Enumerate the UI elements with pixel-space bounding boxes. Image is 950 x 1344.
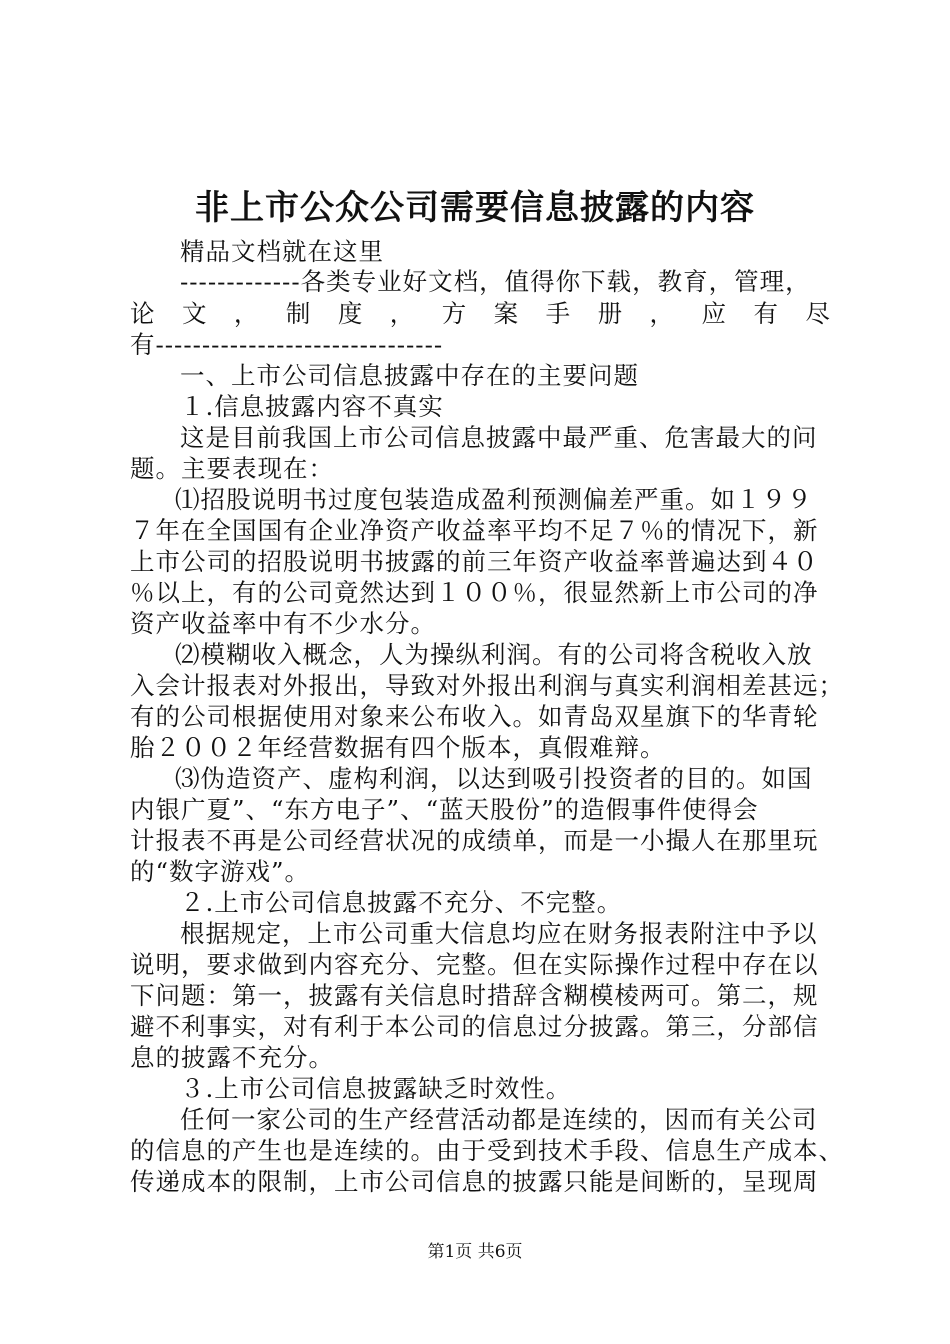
char: 文 [181,299,207,328]
paragraph-line: 计报表不再是公司经营状况的成绩单，而是一小撮人在那里玩 [130,826,819,855]
char: ， [389,299,415,328]
paragraph-line: 这是目前我国上市公司信息披露中最严重、危害最大的问 [180,423,818,452]
page-footer: 第1页 共6页 [427,1242,523,1262]
char: 制 [285,299,311,328]
char: 册 [597,299,623,328]
paragraph-line: 上市公司的招股说明书披露的前三年资产收益率普遍达到４０ [130,547,819,576]
paragraph-line: 入会计报表对外报出，导致对外报出利润与真实利润相差甚远； [130,671,844,700]
char: 度 [337,299,363,328]
paragraph-line: 的“数字游戏”。 [130,857,311,886]
char: 方 [441,299,467,328]
char: 论 [130,299,155,328]
paragraph-line: ⑴招股说明书过度包装造成盈利预测偏差严重。如１９９ [175,485,813,514]
char: ， [649,299,675,328]
paragraph-line: 息的披露不充分。 [130,1043,334,1072]
paragraph-line: ７年在全国国有企业净资产收益率平均不足７％的情况下，新 [130,516,819,545]
char: 应 [701,299,726,328]
paragraph-line: 任何一家公司的生产经营活动都是连续的，因而有关公司 [180,1105,818,1134]
paragraph-line: 传递成本的限制，上市公司信息的披露只能是间断的，呈现周 [130,1167,819,1196]
paragraph-line: 内银广夏”、“东方电子”、“蓝天股份”的造假事件使得会 [130,795,759,824]
paragraph-line: ⑵模糊收入概念，人为操纵利润。有的公司将含税收入放 [175,640,813,669]
paragraph-line: ％以上，有的公司竟然达到１００％，很显然新上市公司的净 [130,578,819,607]
paragraph-line: 资产收益率中有不少水分。 [130,609,436,638]
paragraph-line: 胎２００２年经营数据有四个版本，真假难辩。 [130,733,666,762]
section-heading: 一、上市公司信息披露中存在的主要问题 [180,361,639,390]
text-line: 精品文档就在这里 [180,237,384,266]
paragraph-line: 有的公司根据使用对象来公布收入。如青岛双星旗下的华青轮 [130,702,819,731]
char: ， [233,299,259,328]
char: 有 [753,299,778,328]
paragraph-line: 说明，要求做到内容充分、完整。但在实际操作过程中存在以 [130,950,819,979]
paragraph-line: 下问题：第一，披露有关信息时措辞含糊模棱两可。第二，规 [130,981,819,1010]
char: 手 [545,299,571,328]
subsection-heading: １.信息披露内容不真实 [180,392,444,421]
paragraph-line: ⑶伪造资产、虚构利润，以达到吸引投资者的目的。如国 [175,764,813,793]
paragraph-line: 题。主要表现在： [130,454,334,483]
char: 尽 [805,299,830,328]
paragraph-line: 根据规定，上市公司重大信息均应在财务报表附注中予以 [180,919,818,948]
char: 案 [493,299,519,328]
document-title: 非上市公众公司需要信息披露的内容 [195,188,755,228]
subsection-heading: ３.上市公司信息披露缺乏时效性。 [180,1074,572,1103]
text-line: 有------------------------------- [130,330,444,359]
paragraph-line: 的信息的产生也是连续的。由于受到技术手段、信息生产成本、 [130,1136,844,1165]
paragraph-line: 避不利事实，对有利于本公司的信息过分披露。第三，分部信 [130,1012,819,1041]
justified-text-line [130,298,830,329]
subsection-heading: ２.上市公司信息披露不充分、不完整。 [180,888,623,917]
text-line: -------------各类专业好文档，值得你下载，教育，管理， [180,267,811,296]
